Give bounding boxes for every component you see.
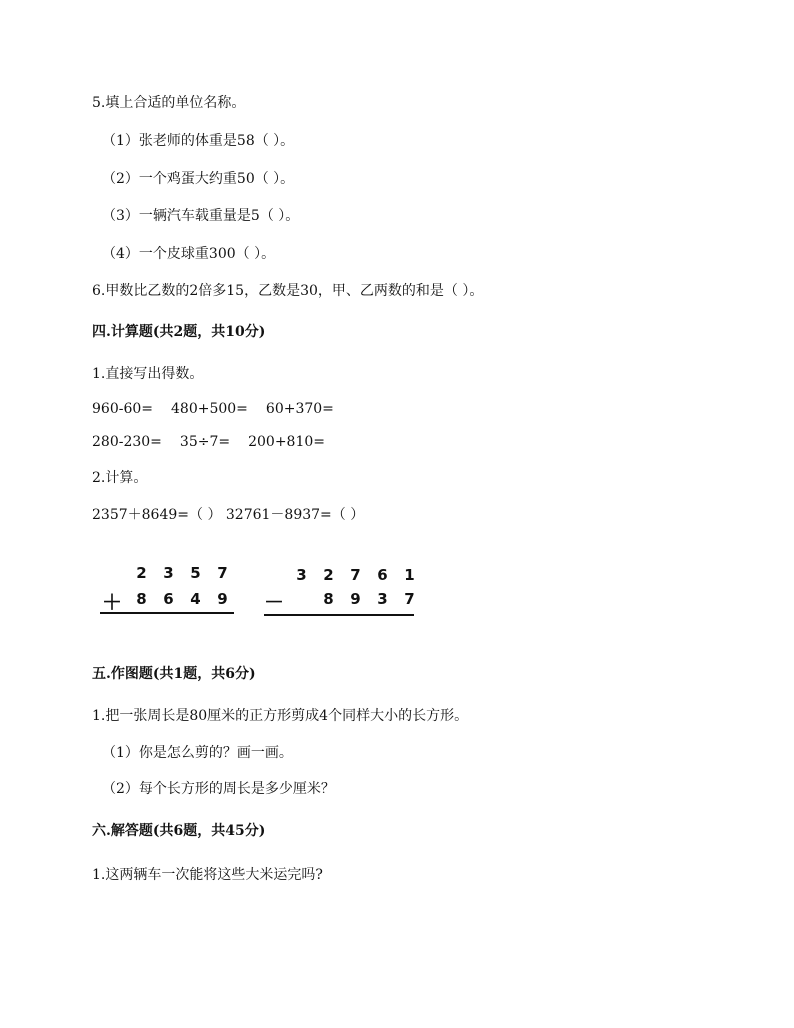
digit: 2: [136, 564, 147, 582]
minus-sign: －: [264, 590, 284, 614]
digit: 8: [136, 590, 147, 608]
calc-item: 60+370=: [265, 401, 334, 417]
q5-item-4: （4）一个皮球重300（ ）。: [102, 246, 276, 262]
vertical-subtraction: [262, 560, 418, 620]
plus-sign: ＋: [102, 590, 122, 614]
q5-item-2: （2）一个鸡蛋大约重50（ ）。: [102, 171, 295, 187]
s5-item-1: （1）你是怎么剪的？画一画。: [102, 745, 293, 761]
digit: 6: [377, 566, 388, 584]
calc-item: 35÷7=: [179, 434, 231, 450]
section4-heading: 四.计算题(共2题，共10分): [92, 324, 266, 340]
calc-item: 200+810=: [248, 434, 325, 450]
digit: 9: [217, 590, 228, 608]
calc-item: 480+500=: [171, 401, 248, 417]
calc-item: 280-230=: [92, 434, 162, 450]
calc-item: 960-60=: [92, 401, 153, 417]
digit: 6: [163, 590, 174, 608]
digit: 5: [190, 564, 201, 582]
digit: 7: [350, 566, 361, 584]
s4-q2-title: 2.计算。: [92, 470, 148, 486]
s4-q1-title: 1.直接写出得数。: [92, 366, 204, 382]
digit: 3: [377, 590, 388, 608]
q5-title: 5.填上合适的单位名称。: [92, 95, 246, 111]
digit: 3: [296, 566, 307, 584]
digit: 7: [404, 590, 415, 608]
section6-heading: 六.解答题(共6题，共45分): [92, 823, 266, 839]
s5-q1-title: 1.把一张周长是80厘米的正方形剪成4个同样大小的长方形。: [92, 708, 469, 724]
digit: 3: [163, 564, 174, 582]
digit: 2: [323, 566, 334, 584]
s6-q1-title: 1.这两辆车一次能将这些大米运完吗?: [92, 867, 323, 883]
vertical-addition: [98, 560, 238, 620]
difference-line: [264, 614, 414, 616]
digit: 4: [190, 590, 201, 608]
q6-text: 6.甲数比乙数的2倍多15，乙数是30，甲、乙两数的和是（ ）。: [92, 283, 484, 299]
q5-item-1: （1）张老师的体重是58（ ）。: [102, 133, 295, 149]
digit: 7: [217, 564, 228, 582]
digit: 9: [350, 590, 361, 608]
s5-item-2: （2）每个长方形的周长是多少厘米？: [102, 781, 335, 797]
s4-q2-line: 2357＋8649=（ ） 32761－8937=（ ）: [92, 507, 365, 523]
digit: 8: [323, 590, 334, 608]
calc-row-2: [92, 433, 343, 451]
q5-item-3: （3）一辆汽车载重量是5（ ）。: [102, 208, 300, 224]
digit: 1: [404, 566, 415, 584]
sum-line: [100, 612, 234, 614]
calc-row-1: [92, 400, 352, 418]
section5-heading: 五.作图题(共1题，共6分): [92, 666, 256, 682]
